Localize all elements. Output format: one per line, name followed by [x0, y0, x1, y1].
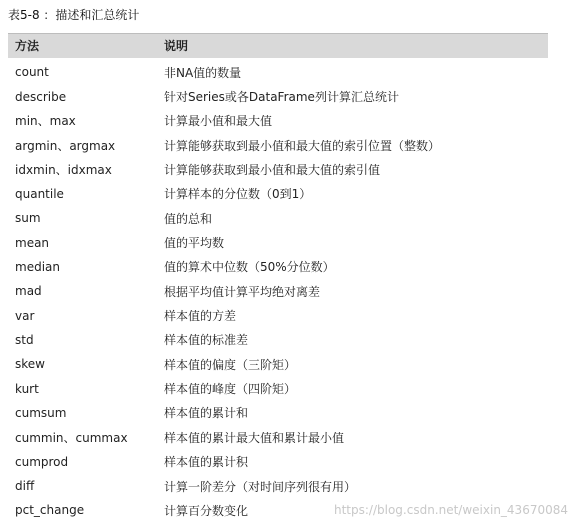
cell-method: quantile: [15, 186, 64, 201]
cell-description: 值的算术中位数（50%分位数）: [164, 260, 335, 275]
cell-description: 非NA值的数量: [164, 65, 242, 80]
cell-method: argmin、argmax: [15, 138, 116, 153]
table-row: [8, 303, 548, 327]
cell-description: 计算最小值和最大值: [164, 114, 273, 129]
table-caption: 表5-8 ：描述和汇总统计: [8, 8, 140, 22]
table-row: [8, 255, 548, 279]
cell-method: diff: [15, 479, 35, 494]
cell-method: idxmin、idxmax: [15, 163, 112, 178]
table-row: [8, 157, 548, 181]
cell-method: mean: [15, 235, 50, 250]
table-row: [8, 450, 548, 474]
cell-description: 样本值的偏度（三阶矩）: [164, 357, 297, 372]
cell-method: mad: [15, 284, 42, 299]
cell-description: 值的平均数: [164, 236, 225, 251]
table-row: [8, 109, 548, 133]
cell-method: std: [15, 332, 34, 347]
cell-description: 计算能够获取到最小值和最大值的索引值: [164, 163, 381, 178]
table-row: [8, 230, 548, 254]
table-row: [8, 133, 548, 157]
cell-description: 计算百分数变化: [164, 503, 249, 518]
cell-method: describe: [15, 89, 67, 104]
cell-method: cumprod: [15, 454, 69, 469]
cell-method: min、max: [15, 114, 76, 129]
table-row: [8, 474, 548, 498]
watermark-url: https://blog.csdn.net/weixin_43670084: [333, 503, 568, 517]
table-body: [8, 58, 548, 523]
cell-description: 样本值的方差: [164, 309, 237, 324]
cell-description: 样本值的标准差: [164, 333, 249, 348]
cell-description: 计算样本的分位数（0到1）: [164, 187, 312, 202]
table-row: [8, 279, 548, 303]
table-row: [8, 352, 548, 376]
table-row: [8, 206, 548, 230]
table-row: [8, 182, 548, 206]
table-row: [8, 60, 548, 84]
cell-method: kurt: [15, 381, 39, 396]
cell-method: sum: [15, 211, 41, 226]
cell-method: cumsum: [15, 405, 67, 420]
header-description: 说明: [164, 39, 189, 53]
table-row: [8, 401, 548, 425]
cell-method: median: [15, 259, 60, 274]
table-header-row: [8, 33, 548, 58]
table-row: [8, 376, 548, 400]
cell-method: count: [15, 65, 49, 80]
header-method: 方法: [15, 39, 40, 53]
cell-description: 样本值的峰度（四阶矩）: [164, 382, 297, 397]
table-row: [8, 84, 548, 108]
cell-method: var: [15, 308, 35, 323]
cell-method: pct_change: [15, 503, 85, 518]
cell-description: 计算能够获取到最小值和最大值的索引位置（整数）: [164, 138, 441, 153]
cell-description: 值的总和: [164, 211, 213, 226]
cell-description: 样本值的累计和: [164, 406, 249, 421]
cell-description: 根据平均值计算平均绝对离差: [164, 284, 321, 299]
cell-description: 样本值的累计最大值和累计最小值: [164, 430, 345, 445]
cell-method: cummin、cummax: [15, 430, 128, 445]
cell-description: 针对Series或各DataFrame列计算汇总统计: [164, 90, 399, 105]
table-row: [8, 328, 548, 352]
cell-method: skew: [15, 357, 45, 372]
cell-description: 计算一阶差分（对时间序列很有用）: [164, 479, 357, 494]
table-row: [8, 425, 548, 449]
cell-description: 样本值的累计积: [164, 455, 249, 470]
stats-table: [8, 33, 548, 523]
